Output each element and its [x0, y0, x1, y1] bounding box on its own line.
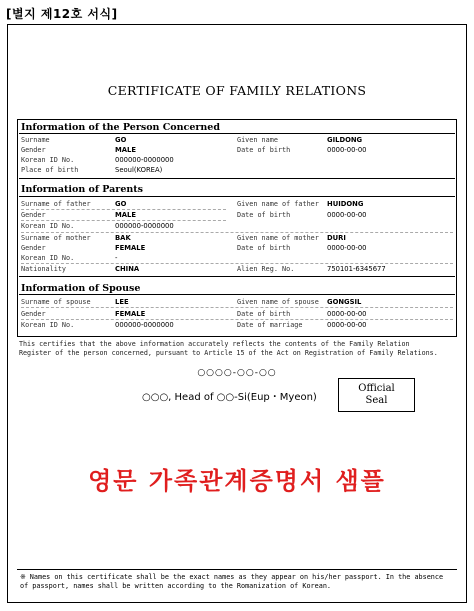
footnote-line: ※ Names on this certificate shall be the exact names as they appear on his/her passport. In the absence: [20, 573, 444, 581]
label-given-name-father: Given name of father: [237, 200, 319, 208]
row-separator: [21, 319, 453, 320]
label-korean-id-spouse: Korean ID No.: [21, 321, 75, 329]
value-given-name-mother: DURI: [327, 234, 346, 242]
row-separator: [21, 263, 453, 264]
value-korean-id-spouse: 000000-0000000: [115, 321, 174, 329]
value-alien-reg: 750101-6345677: [327, 265, 386, 273]
certification-line: Register of the person concerned, pursuant to Article 15 of the Act on Registration of Family Relations.: [19, 349, 438, 357]
value-gender-spouse: FEMALE: [115, 310, 146, 318]
value-gender-mother: FEMALE: [115, 244, 146, 252]
value-given-name-father: HUIDONG: [327, 200, 364, 208]
footnote-divider: [17, 569, 457, 570]
value-date-of-birth: 0000-00-00: [327, 146, 367, 154]
document-title: CERTIFICATE OF FAMILY RELATIONS: [107, 83, 367, 98]
label-date-of-marriage: Date of marriage: [237, 321, 303, 329]
form-number-label: [별지 제12호 서식]: [6, 7, 118, 21]
label-given-name-mother: Given name of mother: [237, 234, 319, 242]
issuer-name: ○○○, Head of ○○-Si(Eup・Myeon): [142, 392, 317, 403]
value-korean-id-father: 000000-0000000: [115, 222, 174, 230]
value-given-name: GILDONG: [327, 136, 363, 144]
certification-text: [19, 340, 459, 358]
label-korean-id-father: Korean ID No.: [21, 222, 75, 230]
value-korean-id: 000000-0000000: [115, 156, 174, 164]
value-gender-father: MALE: [115, 211, 136, 219]
label-dob-mother: Date of birth: [237, 244, 291, 252]
seal-text: Seal: [365, 395, 388, 406]
official-seal: [338, 378, 415, 412]
value-dob-spouse: 0000-00-00: [327, 310, 367, 318]
label-gender-mother: Gender: [21, 244, 46, 252]
issue-date: ○○○○-○○-○○: [197, 368, 277, 378]
section-divider: [19, 294, 455, 295]
label-dob-spouse: Date of birth: [237, 310, 291, 318]
value-place-of-birth: Seoul(KOREA): [115, 166, 163, 174]
value-date-of-marriage: 0000-00-00: [327, 321, 367, 329]
sample-watermark-text: 영문 가족관계증명서 샘플: [88, 467, 386, 495]
section-divider: [19, 133, 455, 134]
label-korean-id-mother: Korean ID No.: [21, 254, 75, 262]
certification-line: This certifies that the above information accurately reflects the contents of the Family Relation: [19, 340, 410, 348]
section-divider: [19, 196, 455, 197]
label-gender-father: Gender: [21, 211, 46, 219]
label-gender-spouse: Gender: [21, 310, 46, 318]
row-separator: [21, 209, 226, 210]
row-separator: [21, 307, 453, 308]
value-surname-spouse: LEE: [115, 298, 129, 306]
value-surname: GO: [115, 136, 127, 144]
value-nationality: CHINA: [115, 265, 140, 273]
label-nationality: Nationality: [21, 265, 67, 273]
section-divider: [19, 178, 455, 179]
label-given-name-spouse: Given name of spouse: [237, 298, 319, 306]
seal-text: Official: [358, 383, 395, 394]
label-surname-spouse: Surname of spouse: [21, 298, 91, 306]
value-dob-mother: 0000-00-00: [327, 244, 367, 252]
label-surname: Surname: [21, 136, 50, 144]
label-korean-id: Korean ID No.: [21, 156, 75, 164]
label-alien-reg: Alien Reg. No.: [237, 265, 295, 273]
value-surname-father: GO: [115, 200, 127, 208]
value-given-name-spouse: GONGSIL: [327, 298, 362, 306]
row-separator: [21, 232, 453, 233]
section-title-spouse: Information of Spouse: [21, 283, 141, 294]
row-separator: [21, 220, 226, 221]
value-korean-id-mother: -: [115, 254, 118, 262]
section-title-parents: Information of Parents: [21, 184, 144, 195]
label-gender: Gender: [21, 146, 46, 154]
footnote: [20, 573, 460, 591]
section-divider: [19, 276, 455, 277]
section-title-person: Information of the Person Concerned: [21, 122, 220, 133]
label-surname-father: Surname of father: [21, 200, 91, 208]
label-place-of-birth: Place of birth: [21, 166, 79, 174]
value-gender: MALE: [115, 146, 136, 154]
label-dob-father: Date of birth: [237, 211, 291, 219]
label-surname-mother: Surname of mother: [21, 234, 91, 242]
label-date-of-birth: Date of birth: [237, 146, 291, 154]
value-surname-mother: BAK: [115, 234, 131, 242]
value-dob-father: 0000-00-00: [327, 211, 367, 219]
footnote-line: of passport, names shall be written according to the Romanization of Korean.: [20, 582, 331, 590]
label-given-name: Given name: [237, 136, 278, 144]
